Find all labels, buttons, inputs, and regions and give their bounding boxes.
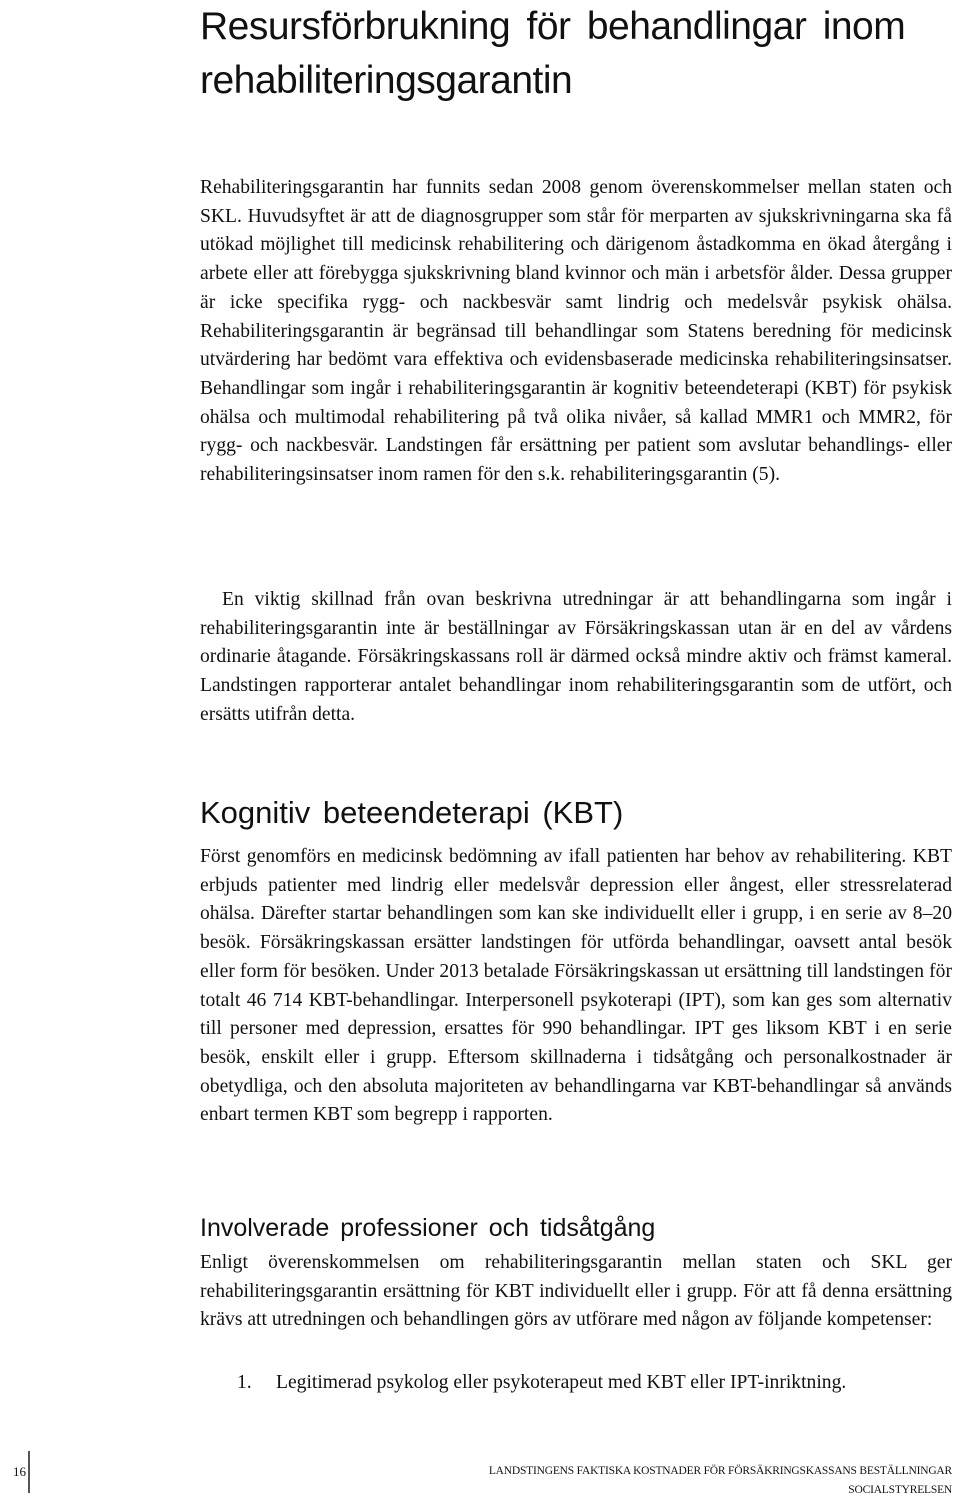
- list-item: [200, 1369, 952, 1398]
- footer-running-title: LANDSTINGENS FAKTISKA KOSTNADER FÖR FÖRSÄKRINGSKASSANS BESTÄLLNINGAR: [488, 1465, 952, 1477]
- intro-paragraph: Rehabiliteringsgarantin har funnits sedan 2008 genom överenskommelser mellan staten och SKL. Huvudsyftet är att de diagnosgrupper som står för merparten av sjukskrivningarna ska få utökad möjlighet till medicinsk rehabilitering och därigenom åstadkomma en ökad återgång i arbete eller att förebygga sjukskrivning bland kvinnor och män i arbetsför ålder. Dessa grupper är icke specifika rygg- och nackbesvär samt lindrig och medelsvår psykisk ohälsa. Rehabiliteringsgarantin är begränsad till behandlingar som Statens beredning för medicinsk utvärdering har bedömt vara effektiva och evidensbaserade medicinska rehabiliteringsinsatser. Behandlingar som ingår i rehabiliteringsgarantin är kognitiv beteendeterapi (KBT) för psykisk ohälsa och multimodal rehabilitering på två olika nivåer, så kallad MMR1 och MMR2, för rygg- och nackbesvär. Landstingen får ersättning per patient som avslutar behandlings- eller rehabiliteringsinsatser inom ramen för den s.k. rehabiliteringsgarantin (5).: [200, 177, 952, 486]
- section-heading-kbt: Kognitiv beteendeterapi (KBT): [200, 795, 624, 830]
- page-title: Resursförbrukning för behandlingar inom rehabiliteringsgarantin: [200, 5, 906, 102]
- footer-divider: [28, 1451, 30, 1493]
- list-item-number: 1.: [237, 1372, 252, 1393]
- second-paragraph: En viktig skillnad från ovan beskrivna utredningar är att behandlingarna som ingår i rehabiliteringsgarantin inte är beställningar av Försäkringskassan utan är en del av vårdens ordinarie åtagande. Försäkringskassans roll är därmed också mindre aktiv och främst kameral. Landstingen rapporterar antalet behandlingar inom rehabiliteringsgarantin som de utfört, och ersätts utifrån detta.: [200, 589, 952, 725]
- section-heading-professions: Involverade professioner och tidsåtgång: [200, 1214, 656, 1242]
- footer-publisher: SOCIALSTYRELSEN: [848, 1484, 952, 1496]
- professions-paragraph: Enligt överenskommelsen om rehabiliteringsgarantin mellan staten och SKL ger rehabiliteringsgarantin ersättning för KBT individuellt eller i grupp. För att få denna ersättning krävs att utredningen och behandlingen görs av utförare med någon av följande kompetenser:: [200, 1252, 952, 1331]
- page-number: 16: [13, 1464, 26, 1479]
- kbt-paragraph: Först genomförs en medicinsk bedömning av ifall patienten har behov av rehabilitering. KBT erbjuds patienter med lindrig eller medelsvår depression eller ångest, eller stressrelaterad ohälsa. Därefter startar behandlingen som kan ske individuellt eller i grupp, i en serie av 8–20 besök. Försäkringskassan ersätter landstingen för utförda behandlingar, oavsett antal besök eller form för besöken. Under 2013 betalade Försäkringskassan ut ersättning till landstingen för totalt 46 714 KBT-behandlingar. Interpersonell psykoterapi (IPT), som kan ges som alternativ till personer med depression, ersattes för 990 behandlingar. IPT ges liksom KBT i en serie besök, enskilt eller i grupp. Eftersom skillnaderna i tidsåtgång och personalkostnader är obetydliga, och den absoluta majoriteten av behandlingarna var KBT-behandlingar så används enbart termen KBT som begrepp i rapporten.: [200, 846, 952, 1126]
- competence-list: [200, 1369, 952, 1398]
- list-item-text: Legitimerad psykolog eller psykoterapeut med KBT eller IPT-inriktning.: [276, 1372, 847, 1393]
